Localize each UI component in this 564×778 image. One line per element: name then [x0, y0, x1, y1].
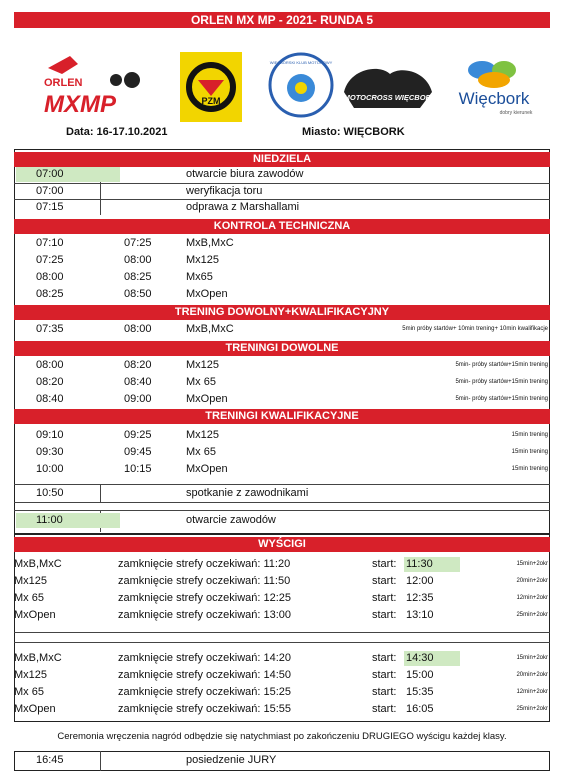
pzm-text: PZM [201, 96, 221, 106]
orlen-mxmp-logo [40, 50, 152, 120]
klub-text: WIĘCBORSKI KLUB MOTOROWY [269, 60, 333, 65]
label: otwarcie zawodów [186, 514, 276, 526]
start-time: 12:00 [406, 575, 434, 587]
time: 10:50 [36, 487, 64, 499]
time-from: 07:25 [36, 254, 64, 266]
spotkanie-row [14, 486, 550, 501]
divider [14, 484, 550, 485]
kontrola-row [14, 253, 550, 268]
race-class: Mx125 [14, 575, 48, 587]
class: MxOpen [186, 288, 228, 300]
motocross-logo [340, 62, 436, 114]
mxmp-text: MXMP [44, 91, 116, 118]
time-from: 07:10 [36, 237, 64, 249]
page-title: ORLEN MX MP - 2021- RUNDA 5 [14, 12, 550, 28]
event-date: Data: 16-17.10.2021 [66, 126, 168, 138]
race-duration: 15min+2okr [516, 561, 548, 567]
treningi-kwal-row [14, 462, 550, 477]
time-to: 08:20 [124, 359, 152, 371]
divider [14, 502, 550, 503]
time-to: 08:40 [124, 376, 152, 388]
note: 15min trening [511, 466, 548, 472]
time-from: 08:00 [36, 359, 64, 371]
niedziela-row [14, 167, 550, 182]
start-time: 13:10 [406, 609, 434, 621]
race-duration: 25min+2okr [516, 612, 548, 618]
time-to: 09:45 [124, 446, 152, 458]
treningi-dowolne-row [14, 358, 550, 373]
note: 5min próby startów+ 10min trening+ 10min kwalifikacje [402, 326, 548, 332]
wiecbork-sub: dobry kierunek [499, 110, 533, 116]
treningi-dowolne-row [14, 375, 550, 390]
note: 5min- próby startów+15min trening [455, 362, 548, 368]
divider [14, 642, 550, 643]
otwarcie-row [14, 513, 550, 528]
divider [14, 510, 550, 511]
class: MxOpen [186, 463, 228, 475]
race-class: MxB,MxC [14, 558, 62, 570]
time-from: 07:35 [36, 323, 64, 335]
zone-close: zamknięcie strefy oczekiwań: 14:50 [118, 669, 292, 681]
race-class: MxOpen [14, 703, 56, 715]
class: MxB,MxC [186, 323, 234, 335]
section-kontrola-techniczna: KONTROLA TECHNICZNA [14, 219, 550, 234]
time-from: 09:10 [36, 429, 64, 441]
start-time: 14:30 [404, 651, 460, 666]
zone-close: zamknięcie strefy oczekiwań: 11:50 [118, 575, 291, 587]
start-time: 15:00 [406, 669, 434, 681]
start-label: start: [372, 686, 397, 698]
note: 5min- próby startów+15min trening [455, 379, 548, 385]
jury-row [14, 753, 550, 768]
time-from: 08:25 [36, 288, 64, 300]
time-to: 09:00 [124, 393, 152, 405]
class: Mx125 [186, 254, 220, 266]
race-duration: 12min+2okr [516, 689, 548, 695]
treningi-kwal-row [14, 428, 550, 443]
race-row [14, 557, 550, 572]
race-row [14, 651, 550, 666]
race-class: MxB,MxC [14, 652, 62, 664]
race-class: Mx 65 [14, 592, 44, 604]
time-to: 08:25 [124, 271, 152, 283]
time: 07:00 [16, 167, 120, 182]
kontrola-row [14, 236, 550, 251]
time-to: 08:00 [124, 323, 152, 335]
time-to: 09:25 [124, 429, 152, 441]
zone-close: zamknięcie strefy oczekiwań: 15:25 [118, 686, 292, 698]
class: MxB,MxC [186, 237, 234, 249]
label: posiedzenie JURY [186, 754, 277, 766]
time: 07:15 [36, 201, 64, 213]
time-to: 07:25 [124, 237, 152, 249]
label: odprawa z Marshallami [186, 201, 300, 213]
niedziela-row [14, 199, 550, 214]
time: 16:45 [36, 754, 64, 766]
race-duration: 25min+2okr [516, 706, 548, 712]
section-treningi-kwalifikacyjne: TRENINGI KWALIFIKACYJNE [14, 409, 550, 424]
class: Mx125 [186, 429, 220, 441]
note: 15min trening [511, 449, 548, 455]
kontrola-row [14, 270, 550, 285]
start-time: 15:35 [406, 686, 434, 698]
zone-close: zamknięcie strefy oczekiwań: 11:20 [118, 558, 291, 570]
note: 5min- próby startów+15min trening [455, 396, 548, 402]
start-label: start: [372, 592, 397, 604]
race-row [14, 608, 550, 623]
start-label: start: [372, 609, 397, 621]
race-class: Mx125 [14, 669, 48, 681]
race-row [14, 668, 550, 683]
time-from: 08:20 [36, 376, 64, 388]
niedziela-row [14, 183, 550, 198]
race-class: MxOpen [14, 609, 56, 621]
race-row [14, 702, 550, 717]
time-to: 10:15 [124, 463, 152, 475]
time-to: 08:50 [124, 288, 152, 300]
divider [14, 632, 550, 633]
label: weryfikacja toru [186, 185, 263, 197]
time-from: 09:30 [36, 446, 64, 458]
race-duration: 20min+2okr [516, 672, 548, 678]
kontrola-row [14, 287, 550, 302]
treningi-dowolne-row [14, 392, 550, 407]
time: 11:00 [16, 513, 120, 528]
race-duration: 12min+2okr [516, 595, 548, 601]
event-city: Miasto: WIĘCBORK [302, 126, 405, 138]
class: MxOpen [186, 393, 228, 405]
zone-close: zamknięcie strefy oczekiwań: 12:25 [118, 592, 292, 604]
class: Mx65 [186, 271, 213, 283]
start-label: start: [372, 652, 397, 664]
ceremony-note: Ceremonia wręczenia nagród odbędzie się natychmiast po zakończeniu DRUGIEGO wyścigu każdej klasy. [57, 731, 507, 742]
start-label: start: [372, 558, 397, 570]
wiecbork-logo [446, 56, 542, 118]
trening-dk-row [14, 322, 550, 337]
klub-logo [266, 50, 336, 120]
section-trening-dowolny-kwalifikacyjny: TRENING DOWOLNY+KWALIFIKACYJNY [14, 305, 550, 320]
orlen-text: ORLEN [44, 77, 83, 89]
start-time: 12:35 [406, 592, 434, 604]
time: 07:00 [36, 185, 64, 197]
class: Mx125 [186, 359, 220, 371]
label: otwarcie biura zawodów [186, 168, 304, 180]
section-treningi-dowolne: TRENINGI DOWOLNE [14, 341, 550, 356]
race-duration: 15min+2okr [516, 655, 548, 661]
start-label: start: [372, 575, 397, 587]
time-from: 08:00 [36, 271, 64, 283]
note: 15min trening [511, 432, 548, 438]
pzm-logo [180, 52, 242, 122]
zone-close: zamknięcie strefy oczekiwań: 13:00 [118, 609, 292, 621]
zone-close: zamknięcie strefy oczekiwań: 14:20 [118, 652, 292, 664]
race-row [14, 591, 550, 606]
race-row [14, 685, 550, 700]
section-niedziela: NIEDZIELA [14, 152, 550, 167]
time-from: 10:00 [36, 463, 64, 475]
motocross-text: MOTOCROSS WIĘCBORK [343, 93, 436, 102]
start-time: 11:30 [404, 557, 460, 572]
label: spotkanie z zawodnikami [186, 487, 309, 499]
time-from: 08:40 [36, 393, 64, 405]
start-time: 16:05 [406, 703, 434, 715]
race-class: Mx 65 [14, 686, 44, 698]
zone-close: zamknięcie strefy oczekiwań: 15:55 [118, 703, 292, 715]
wiecbork-text: Więcbork [458, 89, 530, 108]
class: Mx 65 [186, 376, 216, 388]
race-duration: 20min+2okr [516, 578, 548, 584]
start-label: start: [372, 703, 397, 715]
start-label: start: [372, 669, 397, 681]
section-wyscigi: WYŚCIGI [14, 537, 550, 552]
class: Mx 65 [186, 446, 216, 458]
treningi-kwal-row [14, 445, 550, 460]
race-row [14, 574, 550, 589]
time-to: 08:00 [124, 254, 152, 266]
